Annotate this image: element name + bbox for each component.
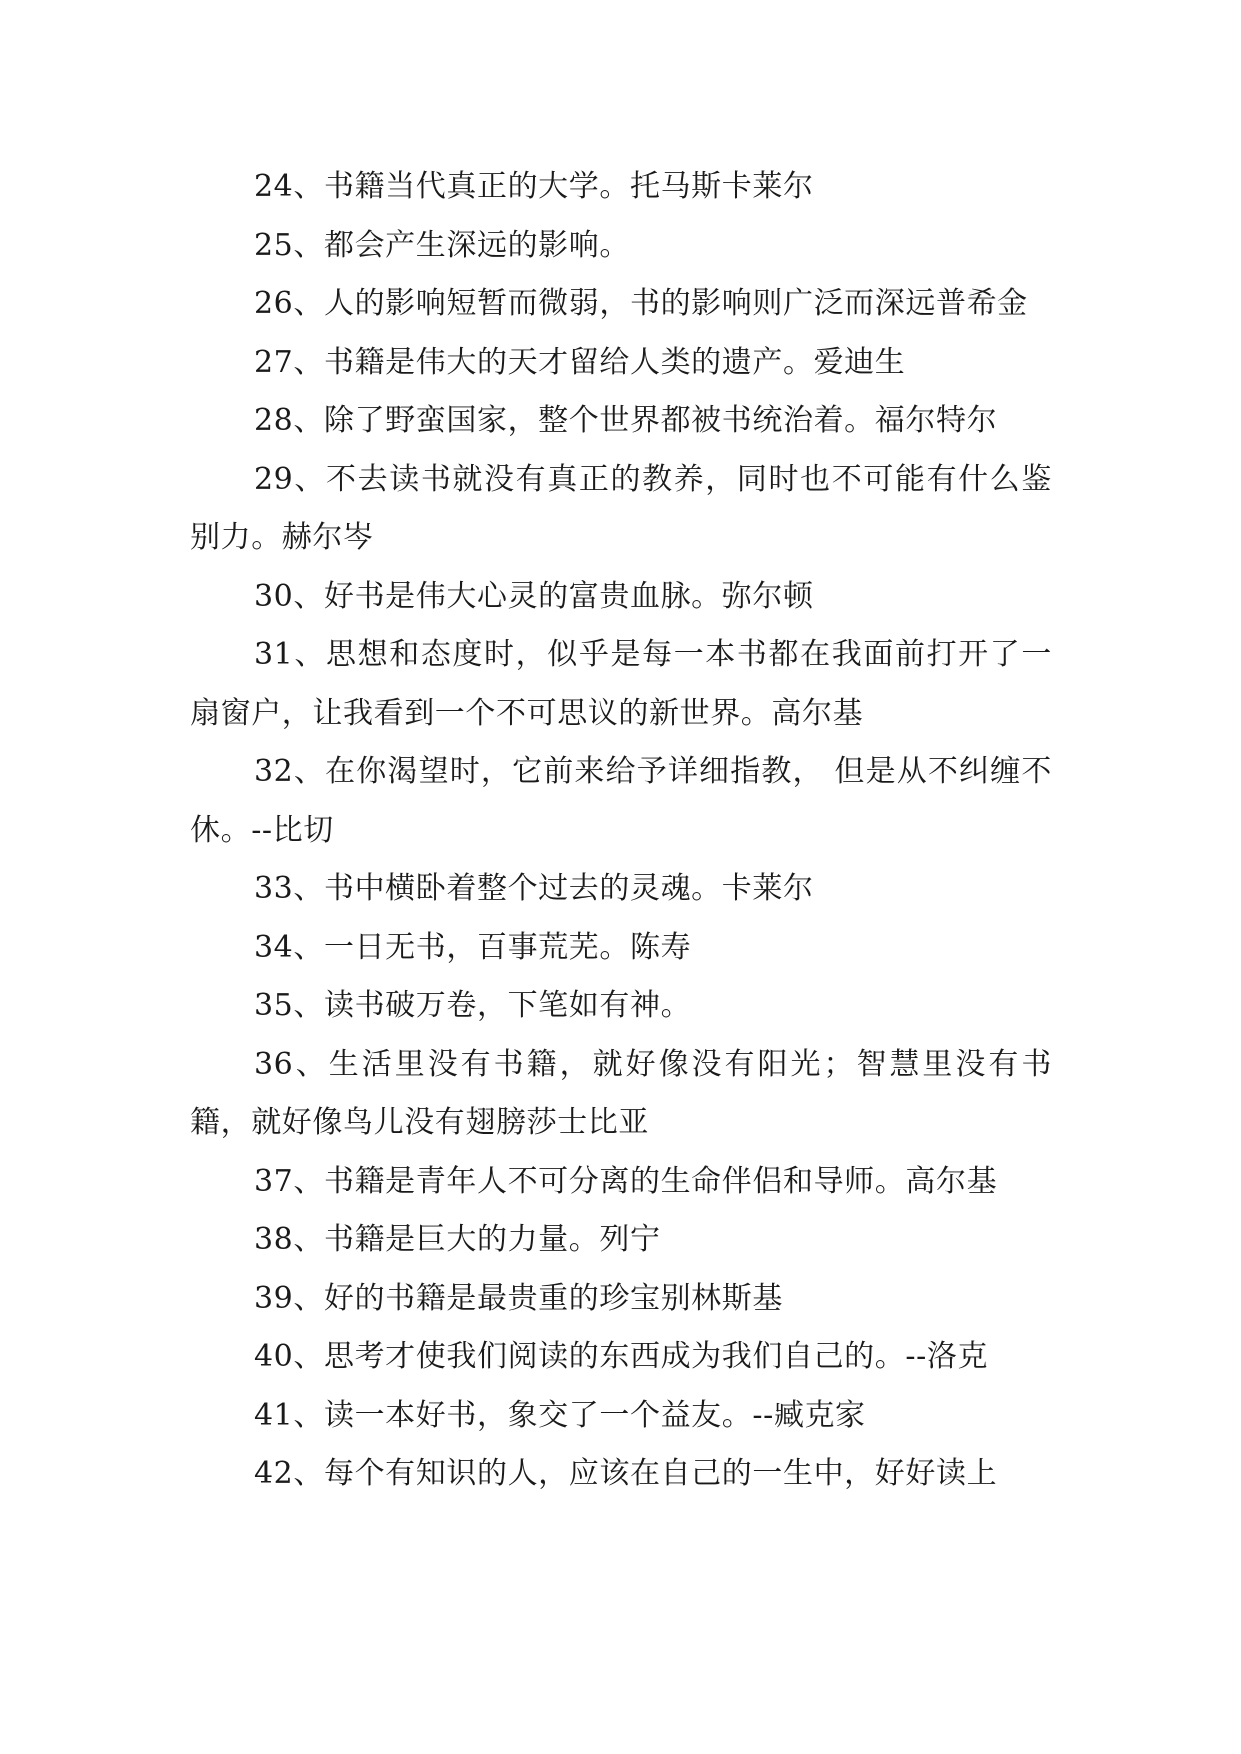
quote-paragraph: 25、都会产生深远的影响。 (254, 227, 630, 263)
quote-paragraph: 24、书籍当代真正的大学。托马斯卡莱尔 (254, 169, 814, 204)
quote-paragraph: 42、每个有知识的人，应该在自己的一生中，好好读上 (254, 1456, 998, 1491)
quote-paragraph: 29、不去读书就没有真正的教养，同时也不可能有什么鉴别力。赫尔岑 (190, 461, 1052, 555)
quote-paragraph: 32、在你渴望时，它前来给予详细指教， 但是从不纠缠不休。--比切 (190, 754, 1052, 848)
quote-paragraph: 36、生活里没有书籍，就好像没有阳光；智慧里没有书籍，就好像鸟儿没有翅膀莎士比亚 (190, 1046, 1052, 1140)
quote-paragraph: 26、人的影响短暂而微弱，书的影响则广泛而深远普希金 (254, 286, 1028, 321)
quote-paragraph: 40、思考才使我们阅读的东西成为我们自己的。--洛克 (254, 1339, 989, 1374)
quote-paragraph: 33、书中横卧着整个过去的灵魂。卡莱尔 (254, 871, 814, 906)
quote-list (190, 158, 1052, 1504)
quote-paragraph: 39、好的书籍是最贵重的珍宝别林斯基 (254, 1280, 783, 1316)
quote-paragraph: 37、书籍是青年人不可分离的生命伴侣和导师。高尔基 (254, 1163, 998, 1199)
quote-paragraph: 31、思想和态度时，似乎是每一本书都在我面前打开了一扇窗户，让我看到一个不可思议的新世界。高尔基 (190, 637, 1052, 731)
quote-paragraph: 30、好书是伟大心灵的富贵血脉。弥尔顿 (254, 578, 814, 614)
quote-paragraph: 34、一日无书，百事荒芜。陈寿 (254, 929, 692, 965)
quote-paragraph: 41、读一本好书，象交了一个益友。--臧克家 (254, 1397, 866, 1433)
quote-paragraph: 28、除了野蛮国家，整个世界都被书统治着。福尔特尔 (254, 403, 998, 438)
quote-paragraph: 27、书籍是伟大的天才留给人类的遗产。爱迪生 (254, 344, 906, 380)
quote-paragraph: 38、书籍是巨大的力量。列宁 (254, 1222, 661, 1257)
quote-paragraph: 35、读书破万卷，下笔如有神。 (254, 988, 692, 1023)
